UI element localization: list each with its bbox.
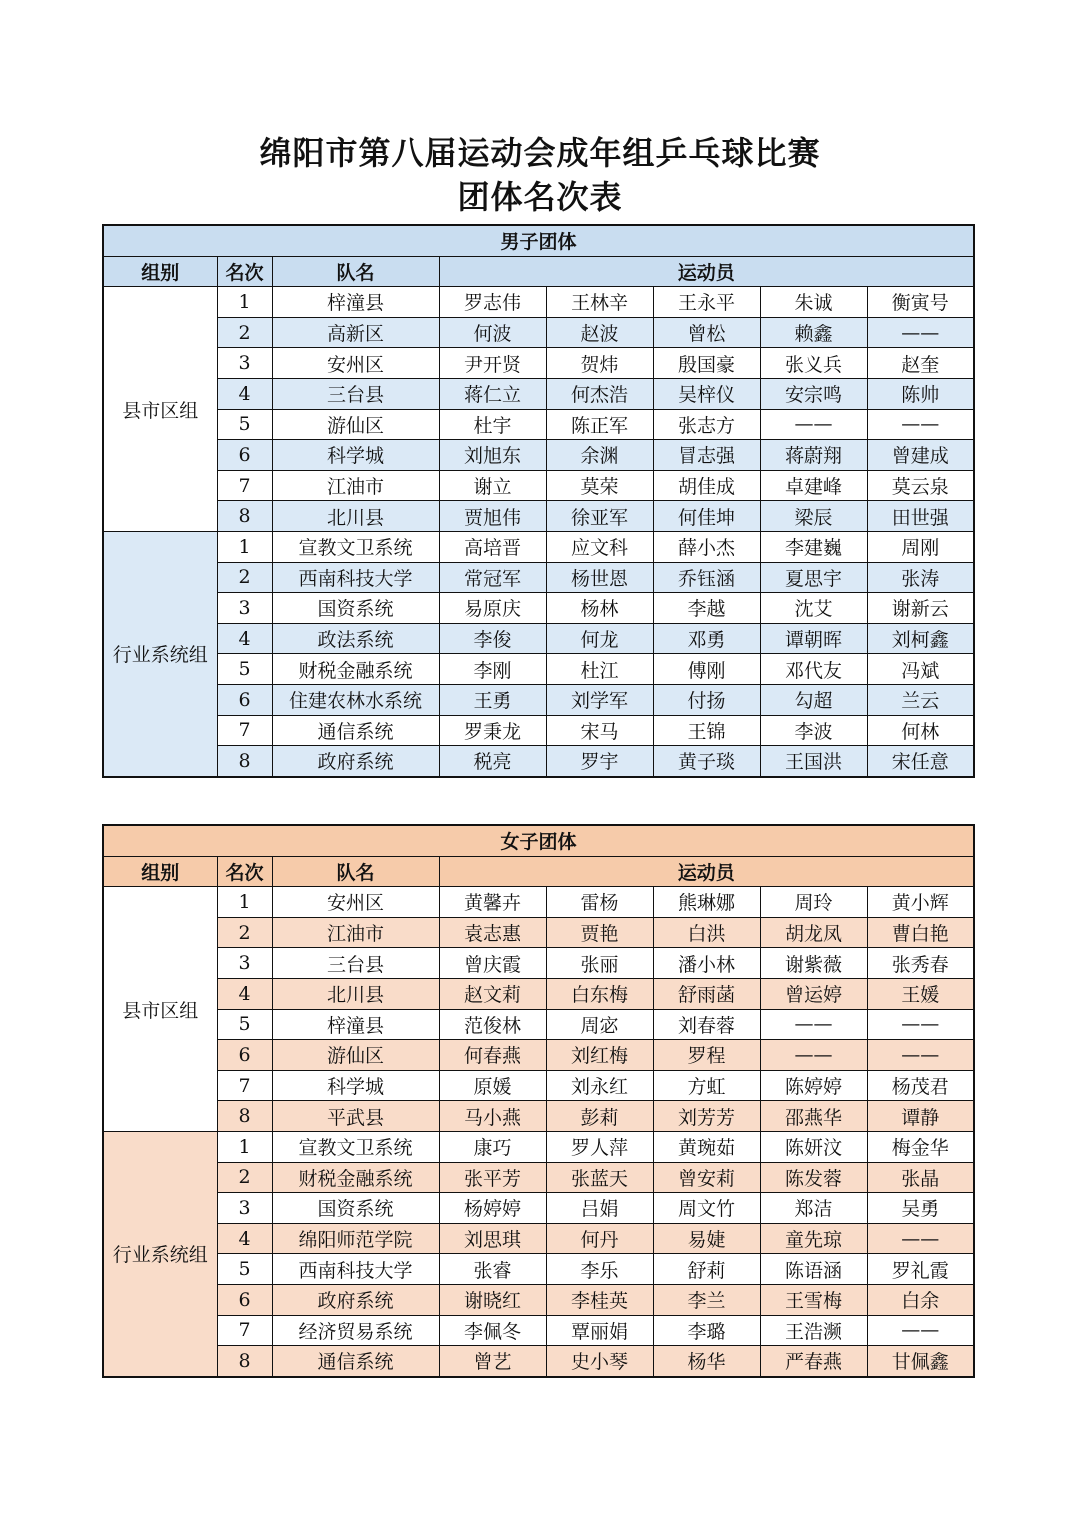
player-cell: 潘小林 bbox=[653, 948, 760, 979]
player-cell: 何龙 bbox=[546, 623, 653, 654]
group-name: 行业系统组 bbox=[103, 1131, 217, 1376]
player-cell: 黄馨卉 bbox=[439, 887, 546, 918]
table-row bbox=[103, 1223, 974, 1254]
rank-cell: 8 bbox=[217, 1101, 272, 1132]
player-cell: 赖鑫 bbox=[760, 317, 867, 348]
table-row bbox=[103, 348, 974, 379]
player-cell: 高培晋 bbox=[439, 531, 546, 562]
player-cell: 杨林 bbox=[546, 593, 653, 624]
table-row bbox=[103, 1070, 974, 1101]
table-row bbox=[103, 1040, 974, 1071]
player-cell: 陈语涵 bbox=[760, 1254, 867, 1285]
table-row bbox=[103, 684, 974, 715]
player-cell: 刘红梅 bbox=[546, 1040, 653, 1071]
team-name-cell: 政法系统 bbox=[272, 623, 439, 654]
rank-cell: 7 bbox=[217, 1070, 272, 1101]
rank-cell: 2 bbox=[217, 1162, 272, 1193]
player-cell: 杜江 bbox=[546, 654, 653, 685]
player-cell: 张蓝天 bbox=[546, 1162, 653, 1193]
player-cell: 王永平 bbox=[653, 287, 760, 318]
player-cell: 王锦 bbox=[653, 715, 760, 746]
rank-cell: 3 bbox=[217, 1193, 272, 1224]
player-cell: 刘学军 bbox=[546, 684, 653, 715]
table-row bbox=[103, 1284, 974, 1315]
page-subtitle: 团体名次表 bbox=[457, 178, 623, 216]
player-cell: 李建巍 bbox=[760, 531, 867, 562]
player-cell: 邵燕华 bbox=[760, 1101, 867, 1132]
rank-cell: 4 bbox=[217, 378, 272, 409]
player-cell: 罗宇 bbox=[546, 746, 653, 777]
header-players: 运动员 bbox=[439, 856, 974, 887]
team-name-cell: 游仙区 bbox=[272, 409, 439, 440]
table-row bbox=[103, 1193, 974, 1224]
men-team-table bbox=[102, 224, 975, 778]
player-cell: 税亮 bbox=[439, 746, 546, 777]
table-row bbox=[103, 287, 974, 318]
header-team: 队名 bbox=[272, 856, 439, 887]
table-row bbox=[103, 1346, 974, 1377]
player-cell: 张秀春 bbox=[867, 948, 974, 979]
player-cell: 胡龙凤 bbox=[760, 917, 867, 948]
player-cell: 付扬 bbox=[653, 684, 760, 715]
rank-cell: 2 bbox=[217, 317, 272, 348]
player-cell: 张志方 bbox=[653, 409, 760, 440]
table-row bbox=[103, 1131, 974, 1162]
player-cell: 马小燕 bbox=[439, 1101, 546, 1132]
player-cell: 殷国豪 bbox=[653, 348, 760, 379]
team-name-cell: 北川县 bbox=[272, 978, 439, 1009]
player-cell: —— bbox=[867, 1223, 974, 1254]
table-row bbox=[103, 623, 974, 654]
player-cell: 梅金华 bbox=[867, 1131, 974, 1162]
table-row bbox=[103, 470, 974, 501]
player-cell: 赵波 bbox=[546, 317, 653, 348]
player-cell: 舒雨菡 bbox=[653, 978, 760, 1009]
team-name-cell: 游仙区 bbox=[272, 1040, 439, 1071]
player-cell: 谢新云 bbox=[867, 593, 974, 624]
player-cell: —— bbox=[867, 409, 974, 440]
player-cell: 张晶 bbox=[867, 1162, 974, 1193]
table-row bbox=[103, 440, 974, 471]
team-name-cell: 安州区 bbox=[272, 348, 439, 379]
player-cell: 贺炜 bbox=[546, 348, 653, 379]
player-cell: 袁志惠 bbox=[439, 917, 546, 948]
player-cell: 陈帅 bbox=[867, 378, 974, 409]
player-cell: 张义兵 bbox=[760, 348, 867, 379]
player-cell: 朱诚 bbox=[760, 287, 867, 318]
rank-cell: 1 bbox=[217, 887, 272, 918]
player-cell: 周文竹 bbox=[653, 1193, 760, 1224]
player-cell: —— bbox=[867, 1315, 974, 1346]
player-cell: 罗程 bbox=[653, 1040, 760, 1071]
player-cell: 覃丽娟 bbox=[546, 1315, 653, 1346]
header-rank: 名次 bbox=[217, 256, 272, 287]
player-cell: 吕娟 bbox=[546, 1193, 653, 1224]
player-cell: 尹开贤 bbox=[439, 348, 546, 379]
section-title-row bbox=[103, 225, 974, 256]
player-cell: 陈妍汶 bbox=[760, 1131, 867, 1162]
table-row bbox=[103, 1162, 974, 1193]
player-cell: 谭静 bbox=[867, 1101, 974, 1132]
rank-cell: 2 bbox=[217, 562, 272, 593]
player-cell: 曾建成 bbox=[867, 440, 974, 471]
team-name-cell: 江油市 bbox=[272, 917, 439, 948]
rank-cell: 6 bbox=[217, 684, 272, 715]
rank-cell: 4 bbox=[217, 1223, 272, 1254]
rank-cell: 1 bbox=[217, 1131, 272, 1162]
player-cell: 王国洪 bbox=[760, 746, 867, 777]
player-cell: 李乐 bbox=[546, 1254, 653, 1285]
page-title: 绵阳市第八届运动会成年组乒乓球比赛 bbox=[259, 134, 821, 172]
rank-cell: 5 bbox=[217, 1009, 272, 1040]
rank-cell: 8 bbox=[217, 746, 272, 777]
player-cell: 常冠军 bbox=[439, 562, 546, 593]
player-cell: 李波 bbox=[760, 715, 867, 746]
rank-cell: 5 bbox=[217, 1254, 272, 1285]
table-row bbox=[103, 409, 974, 440]
player-cell: —— bbox=[867, 317, 974, 348]
player-cell: 刘春蓉 bbox=[653, 1009, 760, 1040]
section-title: 女子团体 bbox=[103, 825, 974, 856]
player-cell: 王雪梅 bbox=[760, 1284, 867, 1315]
player-cell: 周玲 bbox=[760, 887, 867, 918]
player-cell: 兰云 bbox=[867, 684, 974, 715]
team-name-cell: 梓潼县 bbox=[272, 1009, 439, 1040]
section-title-row bbox=[103, 825, 974, 856]
team-name-cell: 政府系统 bbox=[272, 1284, 439, 1315]
section-title: 男子团体 bbox=[103, 225, 974, 256]
table-row bbox=[103, 562, 974, 593]
player-cell: 邓勇 bbox=[653, 623, 760, 654]
player-cell: 何春燕 bbox=[439, 1040, 546, 1071]
header-group: 组别 bbox=[103, 256, 217, 287]
player-cell: 安宗鸣 bbox=[760, 378, 867, 409]
player-cell: 梁辰 bbox=[760, 501, 867, 532]
player-cell: —— bbox=[760, 409, 867, 440]
player-cell: 谭朝晖 bbox=[760, 623, 867, 654]
player-cell: 蒋蔚翔 bbox=[760, 440, 867, 471]
player-cell: 史小琴 bbox=[546, 1346, 653, 1377]
player-cell: 张平芳 bbox=[439, 1162, 546, 1193]
team-name-cell: 江油市 bbox=[272, 470, 439, 501]
table-row bbox=[103, 887, 974, 918]
player-cell: 吴勇 bbox=[867, 1193, 974, 1224]
player-cell: 张丽 bbox=[546, 948, 653, 979]
player-cell: 白东梅 bbox=[546, 978, 653, 1009]
player-cell: 曾运婷 bbox=[760, 978, 867, 1009]
player-cell: 何佳坤 bbox=[653, 501, 760, 532]
player-cell: 何波 bbox=[439, 317, 546, 348]
team-name-cell: 财税金融系统 bbox=[272, 654, 439, 685]
player-cell: 王浩濒 bbox=[760, 1315, 867, 1346]
team-name-cell: 三台县 bbox=[272, 948, 439, 979]
player-cell: 黄子琰 bbox=[653, 746, 760, 777]
team-name-cell: 三台县 bbox=[272, 378, 439, 409]
group-name: 县市区组 bbox=[103, 287, 217, 532]
team-name-cell: 国资系统 bbox=[272, 1193, 439, 1224]
player-cell: 吴梓仪 bbox=[653, 378, 760, 409]
header-group: 组别 bbox=[103, 856, 217, 887]
rank-cell: 1 bbox=[217, 531, 272, 562]
rank-cell: 3 bbox=[217, 348, 272, 379]
player-cell: 贾旭伟 bbox=[439, 501, 546, 532]
player-cell: 严春燕 bbox=[760, 1346, 867, 1377]
player-cell: 曾松 bbox=[653, 317, 760, 348]
team-name-cell: 西南科技大学 bbox=[272, 1254, 439, 1285]
player-cell: 罗秉龙 bbox=[439, 715, 546, 746]
player-cell: 赵文莉 bbox=[439, 978, 546, 1009]
player-cell: 李兰 bbox=[653, 1284, 760, 1315]
rank-cell: 8 bbox=[217, 1346, 272, 1377]
header-row bbox=[103, 256, 974, 287]
table-row bbox=[103, 917, 974, 948]
player-cell: 谢晓红 bbox=[439, 1284, 546, 1315]
player-cell: 黄琬茹 bbox=[653, 1131, 760, 1162]
rank-cell: 3 bbox=[217, 948, 272, 979]
player-cell: 杜宇 bbox=[439, 409, 546, 440]
table-row bbox=[103, 978, 974, 1009]
team-name-cell: 北川县 bbox=[272, 501, 439, 532]
player-cell: 王媛 bbox=[867, 978, 974, 1009]
player-cell: 易婕 bbox=[653, 1223, 760, 1254]
rank-cell: 1 bbox=[217, 287, 272, 318]
rank-cell: 4 bbox=[217, 978, 272, 1009]
player-cell: 甘佩鑫 bbox=[867, 1346, 974, 1377]
player-cell: 原媛 bbox=[439, 1070, 546, 1101]
table-row bbox=[103, 531, 974, 562]
team-name-cell: 西南科技大学 bbox=[272, 562, 439, 593]
rank-cell: 8 bbox=[217, 501, 272, 532]
player-cell: 郑洁 bbox=[760, 1193, 867, 1224]
player-cell: —— bbox=[867, 1009, 974, 1040]
player-cell: 周刚 bbox=[867, 531, 974, 562]
player-cell: 赵奎 bbox=[867, 348, 974, 379]
table-row bbox=[103, 1101, 974, 1132]
table-row bbox=[103, 317, 974, 348]
group-name: 行业系统组 bbox=[103, 531, 217, 776]
player-cell: 刘永红 bbox=[546, 1070, 653, 1101]
rank-cell: 3 bbox=[217, 593, 272, 624]
group-name: 县市区组 bbox=[103, 887, 217, 1132]
player-cell: 冒志强 bbox=[653, 440, 760, 471]
player-cell: 雷杨 bbox=[546, 887, 653, 918]
team-name-cell: 梓潼县 bbox=[272, 287, 439, 318]
player-cell: 张涛 bbox=[867, 562, 974, 593]
table-row bbox=[103, 654, 974, 685]
player-cell: 罗人萍 bbox=[546, 1131, 653, 1162]
player-cell: 刘旭东 bbox=[439, 440, 546, 471]
player-cell: 罗志伟 bbox=[439, 287, 546, 318]
player-cell: 熊琳娜 bbox=[653, 887, 760, 918]
table-row bbox=[103, 378, 974, 409]
player-cell: 刘思琪 bbox=[439, 1223, 546, 1254]
player-cell: 衡寅号 bbox=[867, 287, 974, 318]
player-cell: 傅刚 bbox=[653, 654, 760, 685]
team-name-cell: 经济贸易系统 bbox=[272, 1315, 439, 1346]
team-name-cell: 高新区 bbox=[272, 317, 439, 348]
player-cell: 王勇 bbox=[439, 684, 546, 715]
player-cell: 罗礼霞 bbox=[867, 1254, 974, 1285]
team-name-cell: 通信系统 bbox=[272, 1346, 439, 1377]
player-cell: 夏思宇 bbox=[760, 562, 867, 593]
team-name-cell: 住建农林水系统 bbox=[272, 684, 439, 715]
team-name-cell: 政府系统 bbox=[272, 746, 439, 777]
rank-cell: 4 bbox=[217, 623, 272, 654]
player-cell: 周宓 bbox=[546, 1009, 653, 1040]
player-cell: 应文科 bbox=[546, 531, 653, 562]
player-cell: 杨华 bbox=[653, 1346, 760, 1377]
player-cell: 邓代友 bbox=[760, 654, 867, 685]
table-row bbox=[103, 593, 974, 624]
player-cell: 徐亚军 bbox=[546, 501, 653, 532]
player-cell: 康巧 bbox=[439, 1131, 546, 1162]
player-cell: 白洪 bbox=[653, 917, 760, 948]
player-cell: 余渊 bbox=[546, 440, 653, 471]
table-row bbox=[103, 1315, 974, 1346]
table-row bbox=[103, 948, 974, 979]
player-cell: 李俊 bbox=[439, 623, 546, 654]
player-cell: 李桂英 bbox=[546, 1284, 653, 1315]
header-players: 运动员 bbox=[439, 256, 974, 287]
player-cell: 张睿 bbox=[439, 1254, 546, 1285]
header-team: 队名 bbox=[272, 256, 439, 287]
player-cell: 何林 bbox=[867, 715, 974, 746]
player-cell: 李璐 bbox=[653, 1315, 760, 1346]
player-cell: 杨婷婷 bbox=[439, 1193, 546, 1224]
player-cell: 范俊林 bbox=[439, 1009, 546, 1040]
women-team-table bbox=[102, 824, 975, 1378]
player-cell: 黄小辉 bbox=[867, 887, 974, 918]
player-cell: 陈婷婷 bbox=[760, 1070, 867, 1101]
rank-cell: 6 bbox=[217, 1040, 272, 1071]
player-cell: 白余 bbox=[867, 1284, 974, 1315]
player-cell: 宋马 bbox=[546, 715, 653, 746]
player-cell: 蒋仁立 bbox=[439, 378, 546, 409]
player-cell: 曾庆霞 bbox=[439, 948, 546, 979]
table-row bbox=[103, 1009, 974, 1040]
rank-cell: 7 bbox=[217, 470, 272, 501]
rank-cell: 6 bbox=[217, 1284, 272, 1315]
player-cell: 李刚 bbox=[439, 654, 546, 685]
header-row bbox=[103, 856, 974, 887]
player-cell: 曹白艳 bbox=[867, 917, 974, 948]
player-cell: 薛小杰 bbox=[653, 531, 760, 562]
rank-cell: 2 bbox=[217, 917, 272, 948]
header-rank: 名次 bbox=[217, 856, 272, 887]
player-cell: 胡佳成 bbox=[653, 470, 760, 501]
player-cell: —— bbox=[867, 1040, 974, 1071]
player-cell: 童先琼 bbox=[760, 1223, 867, 1254]
table-row bbox=[103, 715, 974, 746]
table-row bbox=[103, 501, 974, 532]
player-cell: 田世强 bbox=[867, 501, 974, 532]
team-name-cell: 国资系统 bbox=[272, 593, 439, 624]
rank-cell: 7 bbox=[217, 1315, 272, 1346]
player-cell: 彭莉 bbox=[546, 1101, 653, 1132]
table-row bbox=[103, 746, 974, 777]
player-cell: 刘柯鑫 bbox=[867, 623, 974, 654]
team-name-cell: 绵阳师范学院 bbox=[272, 1223, 439, 1254]
player-cell: 莫云泉 bbox=[867, 470, 974, 501]
player-cell: 王林辛 bbox=[546, 287, 653, 318]
rank-cell: 5 bbox=[217, 654, 272, 685]
player-cell: 杨茂君 bbox=[867, 1070, 974, 1101]
player-cell: 何杰浩 bbox=[546, 378, 653, 409]
player-cell: 陈正军 bbox=[546, 409, 653, 440]
rank-cell: 7 bbox=[217, 715, 272, 746]
team-name-cell: 科学城 bbox=[272, 440, 439, 471]
team-name-cell: 平武县 bbox=[272, 1101, 439, 1132]
team-name-cell: 宣教文卫系统 bbox=[272, 531, 439, 562]
rank-cell: 5 bbox=[217, 409, 272, 440]
player-cell: 曾艺 bbox=[439, 1346, 546, 1377]
player-cell: 卓建峰 bbox=[760, 470, 867, 501]
player-cell: —— bbox=[760, 1040, 867, 1071]
player-cell: —— bbox=[760, 1009, 867, 1040]
player-cell: 陈发蓉 bbox=[760, 1162, 867, 1193]
table-row bbox=[103, 1254, 974, 1285]
player-cell: 沈艾 bbox=[760, 593, 867, 624]
player-cell: 谢紫薇 bbox=[760, 948, 867, 979]
player-cell: 李越 bbox=[653, 593, 760, 624]
player-cell: 谢立 bbox=[439, 470, 546, 501]
team-name-cell: 宣教文卫系统 bbox=[272, 1131, 439, 1162]
player-cell: 曾安莉 bbox=[653, 1162, 760, 1193]
player-cell: 杨世恩 bbox=[546, 562, 653, 593]
player-cell: 莫荣 bbox=[546, 470, 653, 501]
player-cell: 方虹 bbox=[653, 1070, 760, 1101]
player-cell: 贾艳 bbox=[546, 917, 653, 948]
player-cell: 冯斌 bbox=[867, 654, 974, 685]
player-cell: 何丹 bbox=[546, 1223, 653, 1254]
player-cell: 李佩冬 bbox=[439, 1315, 546, 1346]
player-cell: 乔钰涵 bbox=[653, 562, 760, 593]
team-name-cell: 科学城 bbox=[272, 1070, 439, 1101]
player-cell: 勾超 bbox=[760, 684, 867, 715]
team-name-cell: 通信系统 bbox=[272, 715, 439, 746]
player-cell: 舒莉 bbox=[653, 1254, 760, 1285]
team-name-cell: 安州区 bbox=[272, 887, 439, 918]
rank-cell: 6 bbox=[217, 440, 272, 471]
player-cell: 宋任意 bbox=[867, 746, 974, 777]
player-cell: 易原庆 bbox=[439, 593, 546, 624]
player-cell: 刘芳芳 bbox=[653, 1101, 760, 1132]
team-name-cell: 财税金融系统 bbox=[272, 1162, 439, 1193]
